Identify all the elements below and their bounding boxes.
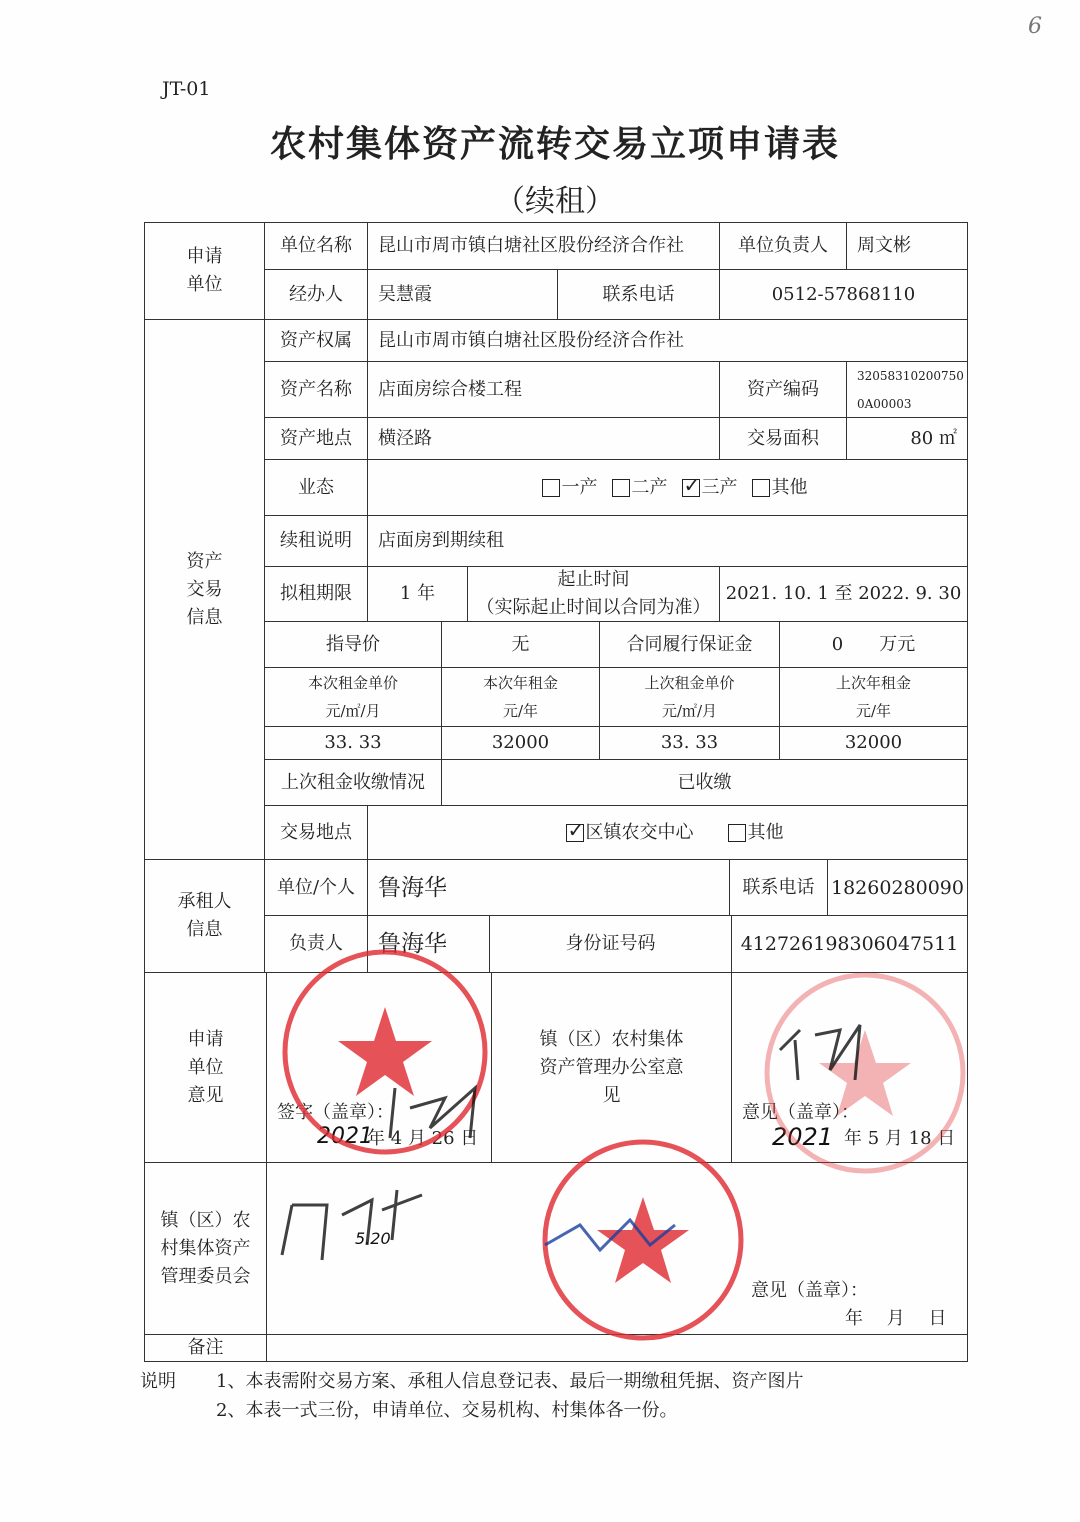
header-text: 本次租金单价 [307, 674, 398, 692]
page-number: 6 [1028, 14, 1042, 39]
applicant-phone: 0512-57868110 [719, 269, 968, 320]
area-label: 交易面积 [719, 417, 847, 460]
office-date: 年 5 月 18 日 [844, 1128, 956, 1149]
asset-name-label: 资产名称 [264, 361, 368, 418]
applicant-date: 年 4 月 26 日 [367, 1128, 479, 1149]
last-collection-label: 上次租金收缴情况 [264, 759, 442, 806]
note-2: 2、本表一式三份，申请单位、交易机构、村集体各一份。 [216, 1400, 678, 1421]
ownership: 昆山市周市镇白塘社区股份经济合作社 [367, 319, 968, 362]
lessee-head-label: 负责人 [264, 915, 368, 973]
lessee-phone: 18260280090 [827, 859, 968, 916]
option-primary: 一产 [561, 476, 598, 498]
header-unit: 元/㎡/月 [661, 702, 718, 720]
committee-handwritten-date: 5.20 [355, 1229, 391, 1248]
notes-label: 说明 [140, 1371, 176, 1392]
checkbox-other[interactable] [752, 479, 770, 497]
asset-code-label: 资产编码 [719, 361, 847, 418]
form-title: 农村集体资产流转交易立项申请表 [269, 124, 840, 165]
option-secondary: 二产 [631, 476, 668, 498]
applicant-phone-label: 联系电话 [557, 269, 720, 320]
header-text: 上次租金单价 [644, 674, 735, 692]
committee-opinion-cell [266, 1162, 968, 1335]
header-unit: 元/㎡/月 [325, 702, 381, 720]
venue-label: 交易地点 [264, 805, 368, 860]
rent-header-last-annual [779, 667, 968, 727]
committee-date: 年 月 日 [845, 1308, 947, 1329]
ownership-label: 资产权属 [264, 319, 368, 362]
asset-name: 店面房综合楼工程 [367, 361, 720, 418]
term: 1 年 [367, 566, 468, 622]
section-lessee: 承租人信息 [144, 859, 265, 973]
venue-options [367, 805, 968, 860]
rent-header-current-annual [441, 667, 600, 727]
applicant-opinion-label: 申请单位意见 [144, 972, 267, 1163]
period-label-2: （实际起止时间以合同为准） [476, 597, 711, 618]
section-asset: 资产交易信息 [144, 319, 265, 860]
area: 80 ㎡ [846, 417, 968, 460]
industry-options [367, 459, 968, 516]
checkbox-venue-other[interactable] [728, 824, 746, 842]
applicant-sign-label: 签字（盖章）： [277, 1102, 394, 1123]
location: 横泾路 [367, 417, 720, 460]
location-label: 资产地点 [264, 417, 368, 460]
header-text: 本次年租金 [482, 674, 558, 692]
lessee-unit: 鲁海华 [367, 859, 730, 916]
checkbox-venue-center[interactable] [566, 824, 584, 842]
option-tertiary: 三产 [701, 476, 738, 498]
remarks-value[interactable] [266, 1334, 968, 1362]
lessee-phone-label: 联系电话 [729, 859, 828, 916]
rent-last-annual: 32000 [779, 726, 968, 760]
applicant-date-year: 2021 [317, 1124, 373, 1149]
renewal-note: 店面房到期续租 [367, 515, 968, 567]
office-opinion-label: 镇（区）农村集体资产管理办公室意见 [491, 972, 732, 1163]
committee-label: 镇（区）农村集体资产管理委员会 [144, 1162, 267, 1335]
section-applicant: 申请单位 [144, 222, 265, 320]
renewal-label: 续租说明 [264, 515, 368, 567]
deposit-label: 合同履行保证金 [599, 621, 780, 668]
checkbox-secondary[interactable] [612, 479, 630, 497]
lessee-unit-label: 单位/个人 [264, 859, 368, 916]
committee-sign-label: 意见（盖章）： [751, 1280, 868, 1301]
rent-current-annual: 32000 [441, 726, 600, 760]
unit-head: 周文彬 [846, 222, 968, 270]
unit-name-label: 单位名称 [264, 222, 368, 270]
id-label: 身份证号码 [489, 915, 732, 973]
checkbox-tertiary[interactable] [682, 479, 700, 497]
header-text: 上次年租金 [835, 674, 911, 692]
rent-current-unit: 33. 33 [264, 726, 442, 760]
unit-head-label: 单位负责人 [719, 222, 847, 270]
guide-price: 无 [441, 621, 600, 668]
option-other: 其他 [771, 476, 808, 498]
term-label: 拟租期限 [264, 566, 368, 622]
office-opinion-cell [731, 972, 968, 1163]
period-label [467, 566, 720, 622]
lessee-head: 鲁海华 [367, 915, 490, 973]
agent: 吴慧霞 [367, 269, 558, 320]
office-sign-label: 意见（盖章）： [742, 1102, 859, 1123]
guide-price-label: 指导价 [264, 621, 442, 668]
industry-label: 业态 [264, 459, 368, 516]
form-code: JT-01 [162, 78, 211, 100]
applicant-opinion-cell [266, 972, 492, 1163]
last-collection: 已收缴 [441, 759, 968, 806]
checkbox-primary[interactable] [542, 479, 560, 497]
header-unit: 元/年 [502, 702, 539, 720]
deposit: 0 万元 [779, 621, 968, 668]
agent-label: 经办人 [264, 269, 368, 320]
lessee-id: 412726198306047511 [731, 915, 968, 973]
note-1: 1、本表需附交易方案、承租人信息登记表、最后一期缴租凭据、资产图片 [216, 1371, 804, 1392]
office-date-year: 2021 [772, 1123, 834, 1151]
option-venue-other: 其他 [747, 821, 784, 843]
form-subtitle: （续租） [495, 184, 615, 219]
asset-code [846, 361, 968, 418]
header-unit: 元/年 [855, 702, 892, 720]
option-venue-center: 区镇农交中心 [585, 821, 694, 843]
rent-header-current-unit [264, 667, 442, 727]
unit-name: 昆山市周市镇白塘社区股份经济合作社 [367, 222, 720, 270]
period-label-1: 起止时间 [557, 569, 630, 590]
remarks-label: 备注 [144, 1334, 267, 1362]
rent-last-unit: 33. 33 [599, 726, 780, 760]
asset-code-line1: 32058310200750 [857, 369, 964, 383]
period: 2021. 10. 1 至 2022. 9. 30 [719, 566, 968, 622]
asset-code-line2: 0A00003 [857, 397, 912, 411]
rent-header-last-unit [599, 667, 780, 727]
